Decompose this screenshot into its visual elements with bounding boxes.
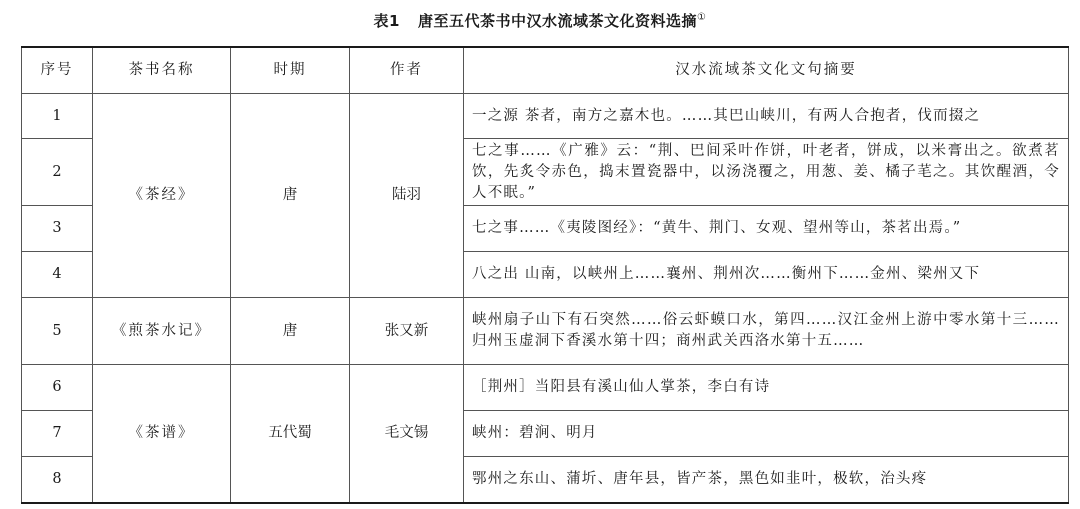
row-number: 8 <box>22 457 93 504</box>
table-caption <box>0 10 1080 31</box>
excerpt-cell: 峡州：碧涧、明月 <box>464 411 1069 457</box>
author-cell: 张又新 <box>350 298 464 365</box>
period-cell: 唐 <box>231 298 350 365</box>
excerpt-cell: 七之事……《广雅》云：“荆、巴间采叶作饼，叶老者，饼成，以米膏出之。欲煮茗饮，先炙令赤色，捣末置瓷器中，以汤浇覆之，用葱、姜、橘子芼之。其饮醒酒，令人不眠。” <box>464 139 1069 206</box>
excerpt-cell: 一之源 茶者，南方之嘉木也。……其巴山峡川，有两人合抱者，伐而掇之 <box>464 94 1069 139</box>
table-title: 唐至五代茶书中汉水流域茶文化资料选摘 <box>417 12 697 30</box>
book-name-cell: 《茶谱》 <box>93 365 231 504</box>
excerpt-cell: 七之事……《夷陵图经》：“黄牛、荆门、女观、望州等山，茶茗出焉。” <box>464 206 1069 252</box>
table-row <box>22 365 1069 411</box>
row-number: 6 <box>22 365 93 411</box>
period-cell: 唐 <box>231 94 350 298</box>
tea-books-table <box>21 46 1069 504</box>
row-number: 2 <box>22 139 93 206</box>
excerpt-cell: 鄂州之东山、蒲圻、唐年县，皆产茶，黑色如韭叶，极软，治头疼 <box>464 457 1069 504</box>
author-cell: 毛文锡 <box>350 365 464 504</box>
table-row <box>22 298 1069 365</box>
period-cell: 五代蜀 <box>231 365 350 504</box>
row-number: 1 <box>22 94 93 139</box>
header-index: 序号 <box>22 47 93 94</box>
table-number: 表1 <box>373 12 400 30</box>
row-number: 4 <box>22 252 93 298</box>
book-name-cell: 《煎茶水记》 <box>93 298 231 365</box>
row-number: 7 <box>22 411 93 457</box>
footnote-marker: ① <box>696 12 707 23</box>
header-row <box>22 47 1069 94</box>
book-name-cell: 《茶经》 <box>93 94 231 298</box>
header-author: 作者 <box>350 47 464 94</box>
author-cell: 陆羽 <box>350 94 464 298</box>
row-number: 5 <box>22 298 93 365</box>
header-book-name: 茶书名称 <box>93 47 231 94</box>
header-excerpt: 汉水流域茶文化文句摘要 <box>464 47 1069 94</box>
excerpt-cell: 八之出 山南，以峡州上……襄州、荆州次……衡州下……金州、梁州又下 <box>464 252 1069 298</box>
excerpt-cell: ［荆州］当阳县有溪山仙人掌茶，李白有诗 <box>464 365 1069 411</box>
excerpt-cell: 峡州扇子山下有石突然……俗云虾蟆口水，第四……汉江金州上游中零水第十三……归州玉虚洞下香溪水第十四；商州武关西洛水第十五…… <box>464 298 1069 365</box>
header-period: 时期 <box>231 47 350 94</box>
table-row <box>22 94 1069 139</box>
row-number: 3 <box>22 206 93 252</box>
